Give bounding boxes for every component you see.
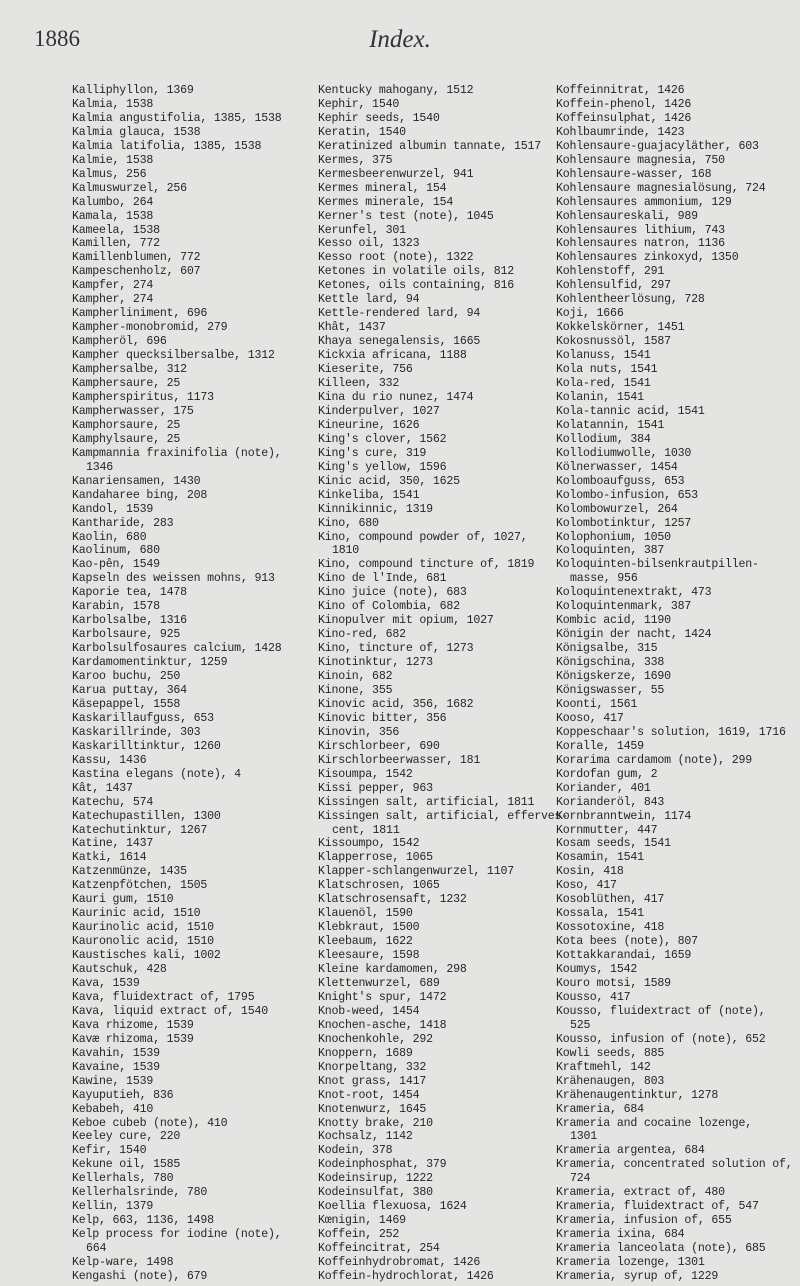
index-entry: Kandaharee bing, 208 — [72, 488, 208, 502]
index-entry: Kautschuk, 428 — [72, 963, 167, 977]
index-entry: Kavaine, 1539 — [72, 1060, 160, 1074]
index-entry: Kastina elegans (note), 4 — [72, 767, 241, 781]
index-entry: Koloquintenmark, 387 — [556, 600, 692, 614]
index-entry: Kleebaum, 1622 — [318, 935, 413, 949]
index-entry: Kaurinic acid, 1510 — [72, 907, 201, 921]
index-entry: Koloquinten, 387 — [556, 544, 665, 558]
index-entry: Kassu, 1436 — [72, 753, 147, 767]
index-entry: Kodeinsulfat, 380 — [318, 1186, 433, 1200]
index-entry: Kentucky mahogany, 1512 — [318, 84, 474, 97]
index-entry: Kardamomentinktur, 1259 — [72, 656, 228, 670]
page-title: Index. — [369, 26, 431, 53]
index-entry: Kina du rio nunez, 1474 — [318, 390, 474, 404]
index-entry: Krameria, infusion of, 655 — [556, 1214, 732, 1228]
index-entry: Koffein-hydrochlorat, 1426 — [318, 1270, 494, 1284]
index-entry: King's cure, 319 — [318, 446, 427, 460]
index-entry: Khaya senegalensis, 1665 — [318, 335, 481, 349]
index-entry: Katechu, 574 — [72, 795, 154, 809]
index-entry: Kokkelskörner, 1451 — [556, 321, 685, 335]
index-entry: Kandol, 1539 — [72, 502, 154, 516]
index-entry: Krameria, extract of, 480 — [556, 1186, 725, 1200]
index-entry: Karabin, 1578 — [72, 600, 160, 614]
index-entry: Karoo buchu, 250 — [72, 670, 181, 684]
index-entry-continuation: cent, 1811 — [332, 823, 400, 837]
index-entry: Kalumbo, 264 — [72, 195, 154, 209]
index-entry: Kampmannia fraxinifolia (note), — [72, 446, 282, 460]
index-entry: Kohlenstoff, 291 — [556, 265, 665, 279]
index-entry: Kava, fluidextract of, 1795 — [72, 990, 255, 1004]
index-entry: Kaurinolic acid, 1510 — [72, 921, 214, 935]
index-entry: Kinovic acid, 356, 1682 — [318, 697, 474, 711]
index-entry: Kleine kardamomen, 298 — [318, 963, 467, 977]
index-entry: Kampeschenholz, 607 — [72, 265, 201, 279]
index-entry: Khât, 1437 — [318, 321, 386, 335]
index-entry-continuation: 1301 — [570, 1130, 598, 1144]
index-entry: Kosin, 418 — [556, 865, 624, 879]
index-entry: Kelp-ware, 1498 — [72, 1256, 174, 1270]
index-entry: Karua puttay, 364 — [72, 683, 187, 697]
index-entry: Kermes, 375 — [318, 153, 393, 167]
index-entry: Knight's spur, 1472 — [318, 990, 447, 1004]
index-entry: Kauri gum, 1510 — [72, 893, 174, 907]
index-entry: Kinotinktur, 1273 — [318, 656, 433, 670]
index-entry: Katine, 1437 — [72, 837, 154, 851]
index-entry: Kava, 1539 — [72, 977, 140, 990]
index-entry: Kino, compound powder of, 1027, — [318, 530, 528, 544]
index-entry: Kino juice (note), 683 — [318, 586, 467, 600]
index-entry: Kampherspiritus, 1173 — [72, 390, 214, 404]
index-entry: Kermesbeerenwurzel, 941 — [318, 167, 474, 181]
index-entry: Ketones, oils containing, 816 — [318, 279, 514, 293]
index-entry: Kineurine, 1626 — [318, 418, 420, 432]
index-entry: Kohlensaureskali, 989 — [556, 209, 698, 223]
index-entry: Karbolsulfosaures calcium, 1428 — [72, 642, 282, 656]
index-entry: Kossala, 1541 — [556, 907, 644, 921]
index-entry: Klauenöl, 1590 — [318, 907, 413, 921]
index-entry: Katzenmünze, 1435 — [72, 865, 187, 879]
index-entry: Kermes mineral, 154 — [318, 181, 447, 195]
index-entry: Koloquintenextrakt, 473 — [556, 586, 712, 600]
index-entry: Kalmus, 256 — [72, 167, 147, 181]
index-entry: Kowli seeds, 885 — [556, 1046, 665, 1060]
index-entry: Kamala, 1538 — [72, 209, 154, 223]
index-entry: Kola-red, 1541 — [556, 377, 651, 391]
index-entry: Kohlensaures lithium, 743 — [556, 223, 725, 237]
index-entry: Kinderpulver, 1027 — [318, 404, 440, 418]
index-entry: Karbolsaure, 925 — [72, 628, 181, 642]
index-entry: Kesso root (note), 1322 — [318, 251, 474, 265]
index-entry: Kinovic bitter, 356 — [318, 711, 447, 725]
index-entry: Katki, 1614 — [72, 851, 147, 865]
index-entry: Katechupastillen, 1300 — [72, 809, 221, 823]
index-entry: Kinone, 355 — [318, 683, 393, 697]
index-entry: Klettenwurzel, 689 — [318, 977, 440, 990]
index-entry: Kinkeliba, 1541 — [318, 488, 420, 502]
index-entry: Kampher-monobromid, 279 — [72, 321, 228, 335]
index-entry: Koffein-phenol, 1426 — [556, 97, 692, 111]
index-entry: Kettle-rendered lard, 94 — [318, 307, 481, 321]
index-column-3 — [556, 84, 796, 1284]
index-entry: Klatschrosen, 1065 — [318, 879, 440, 893]
index-entry: Koffeincitrat, 254 — [318, 1242, 440, 1256]
index-entry: Krameria and cocaine lozenge, — [556, 1116, 752, 1130]
index-column-1 — [72, 84, 342, 1284]
index-entry: Königsalbe, 315 — [556, 642, 658, 656]
index-entry: Kousso, fluidextract of (note), — [556, 1004, 766, 1018]
index-entry-continuation: 724 — [570, 1172, 591, 1186]
index-entry: Kombic acid, 1190 — [556, 614, 671, 628]
index-entry: Kebabeh, 410 — [72, 1102, 154, 1116]
index-entry: Klapper-schlangenwurzel, 1107 — [318, 865, 514, 879]
index-entry: Kohlbaumrinde, 1423 — [556, 125, 685, 139]
index-entry: Kodeinsirup, 1222 — [318, 1172, 433, 1186]
index-entry: Kohlensaure magnesia, 750 — [556, 153, 725, 167]
index-entry: Königskerze, 1690 — [556, 670, 671, 684]
index-entry: Keratin, 1540 — [318, 125, 406, 139]
index-entry: Kelp process for iodine (note), — [72, 1228, 282, 1242]
index-entry: Kohlensaure magnesialösung, 724 — [556, 181, 766, 195]
index-column-2 — [318, 84, 588, 1284]
index-entry: Keboe cubeb (note), 410 — [72, 1116, 228, 1130]
index-entry: Kamillenblumen, 772 — [72, 251, 201, 265]
index-entry: Koellia flexuosa, 1624 — [318, 1200, 467, 1214]
index-entry: Kottakkarandai, 1659 — [556, 949, 692, 963]
index-entry: Kephir, 1540 — [318, 97, 400, 111]
index-entry: Kinic acid, 350, 1625 — [318, 474, 460, 488]
index-entry: Kœnigin, 1469 — [318, 1214, 406, 1228]
index-entry: Kalmia, 1538 — [72, 97, 154, 111]
index-entry: Karbolsalbe, 1316 — [72, 614, 187, 628]
index-entry: Kaolin, 680 — [72, 530, 147, 544]
index-entry: Knot grass, 1417 — [318, 1074, 427, 1088]
index-entry: Knotty brake, 210 — [318, 1116, 433, 1130]
index-entry: Kochsalz, 1142 — [318, 1130, 413, 1144]
index-entry: Koffeinsulphat, 1426 — [556, 111, 692, 125]
index-entry: Kavahin, 1539 — [72, 1046, 160, 1060]
index-entry: Koppeschaar's solution, 1619, 1716 — [556, 725, 786, 739]
index-entry: Klatschrosensaft, 1232 — [318, 893, 467, 907]
index-entry: Knoppern, 1689 — [318, 1046, 413, 1060]
index-entry: Kraftmehl, 142 — [556, 1060, 651, 1074]
index-entry: Kolombowurzel, 264 — [556, 502, 678, 516]
index-entry: Kousso, infusion of (note), 652 — [556, 1032, 766, 1046]
index-entry: Krähenaugentinktur, 1278 — [556, 1088, 719, 1102]
index-entry: Kino de l'Inde, 681 — [318, 572, 447, 586]
page-header — [0, 26, 800, 56]
index-entry: Kerner's test (note), 1045 — [318, 209, 494, 223]
index-entry: Kouro motsi, 1589 — [556, 977, 671, 990]
index-entry: Kisoumpa, 1542 — [318, 767, 413, 781]
index-entry: Kekune oil, 1585 — [72, 1158, 181, 1172]
index-entry: Kosamin, 1541 — [556, 851, 644, 865]
index-entry: Kolatannin, 1541 — [556, 418, 665, 432]
index-entry: Königin der nacht, 1424 — [556, 628, 712, 642]
index-entry: Kava rhizome, 1539 — [72, 1018, 194, 1032]
index-entry: Königschina, 338 — [556, 656, 665, 670]
index-entry: Kino, tincture of, 1273 — [318, 642, 474, 656]
index-entry: Kampfer, 274 — [72, 279, 154, 293]
index-entry: King's yellow, 1596 — [318, 460, 447, 474]
index-entry: Kât, 1437 — [72, 781, 133, 795]
index-entry: Kolanin, 1541 — [556, 390, 644, 404]
index-entry: Kaskarillaufguss, 653 — [72, 711, 214, 725]
index-entry: Kermes minerale, 154 — [318, 195, 454, 209]
index-entry: Kissi pepper, 963 — [318, 781, 433, 795]
index-entry: Knorpeltang, 332 — [318, 1060, 427, 1074]
index-entry: Knotenwurz, 1645 — [318, 1102, 427, 1116]
index-entry: Kampher, 274 — [72, 293, 154, 307]
index-entry: Koonti, 1561 — [556, 697, 638, 711]
index-entry: Kolophonium, 1050 — [556, 530, 671, 544]
index-entry: Kolombo-infusion, 653 — [556, 488, 698, 502]
index-entry: Kinnikinnic, 1319 — [318, 502, 433, 516]
index-entry: Kollodiumwolle, 1030 — [556, 446, 692, 460]
index-entry: Kapseln des weissen mohns, 913 — [72, 572, 275, 586]
index-entry: Kosoblüthen, 417 — [556, 893, 665, 907]
index-entry: Kohlensaure-guajacyläther, 603 — [556, 139, 759, 153]
index-entry: Kissingen salt, artificial, efferves- — [318, 809, 569, 823]
index-entry: Kellin, 1379 — [72, 1200, 154, 1214]
index-entry: Kettle lard, 94 — [318, 293, 420, 307]
index-entry: Kamillen, 772 — [72, 237, 160, 251]
index-entry: Kodeinphosphat, 379 — [318, 1158, 447, 1172]
page-number: 1886 — [34, 26, 80, 51]
index-entry: Krameria lozenge, 1301 — [556, 1256, 705, 1270]
index-entry: Kaolinum, 680 — [72, 544, 160, 558]
index-entry: Kinoin, 682 — [318, 670, 393, 684]
index-entry: Kampher quecksilbersalbe, 1312 — [72, 349, 275, 363]
index-entry: Koumys, 1542 — [556, 963, 638, 977]
index-entry: Kokosnussöl, 1587 — [556, 335, 671, 349]
index-entry: Kalmia angustifolia, 1385, 1538 — [72, 111, 282, 125]
index-entry: Krameria lanceolata (note), 685 — [556, 1242, 766, 1256]
index-entry: Kamphylsaure, 25 — [72, 432, 181, 446]
index-entry: Kornmutter, 447 — [556, 823, 658, 837]
index-entry: Kollodium, 384 — [556, 432, 651, 446]
index-entry: Kohlensaure-wasser, 168 — [556, 167, 712, 181]
index-entry: Kossotoxine, 418 — [556, 921, 665, 935]
index-entry: Koriander, 401 — [556, 781, 651, 795]
index-entry: Krameria, fluidextract of, 547 — [556, 1200, 759, 1214]
index-entry: Königswasser, 55 — [556, 683, 665, 697]
index-entry: Kohlensaures natron, 1136 — [556, 237, 725, 251]
index-entry: Knob-weed, 1454 — [318, 1004, 420, 1018]
index-entry: Katechutinktur, 1267 — [72, 823, 208, 837]
index-entry-continuation: 1346 — [86, 460, 114, 474]
index-entry: Kauronolic acid, 1510 — [72, 935, 214, 949]
index-entry: Korarima cardamom (note), 299 — [556, 753, 752, 767]
index-entry: Kohlensulfid, 297 — [556, 279, 671, 293]
index-entry: Kolomboaufguss, 653 — [556, 474, 685, 488]
index-entry: Kamphorsaure, 25 — [72, 418, 181, 432]
index-entry: Kosam seeds, 1541 — [556, 837, 671, 851]
index-entry: Kaporie tea, 1478 — [72, 586, 187, 600]
index-entry: Kohlensaures ammonium, 129 — [556, 195, 732, 209]
index-entry: Kola-tannic acid, 1541 — [556, 404, 705, 418]
index-entry: Kellerhals, 780 — [72, 1172, 174, 1186]
index-entry: Kalmia latifolia, 1385, 1538 — [72, 139, 262, 153]
index-entry: Kantharide, 283 — [72, 516, 174, 530]
index-entry: Kaskarillrinde, 303 — [72, 725, 201, 739]
index-entry: Kornbranntwein, 1174 — [556, 809, 692, 823]
index-entry: Knot-root, 1454 — [318, 1088, 420, 1102]
index-entry: Koffeinhydrobromat, 1426 — [318, 1256, 481, 1270]
index-entry: Kesso oil, 1323 — [318, 237, 420, 251]
index-entry: Kengashi (note), 679 — [72, 1270, 208, 1284]
index-entry: Kaskarilltinktur, 1260 — [72, 739, 221, 753]
index-entry: Kota bees (note), 807 — [556, 935, 698, 949]
index-entry: Kamphersalbe, 312 — [72, 363, 187, 377]
index-entry: Krameria, 684 — [556, 1102, 644, 1116]
index-entry: Kino-red, 682 — [318, 628, 406, 642]
index-entry: Kellerhalsrinde, 780 — [72, 1186, 208, 1200]
index-entry: Koso, 417 — [556, 879, 617, 893]
index-entry: Kavæ rhizoma, 1539 — [72, 1032, 194, 1046]
index-entry: Kleesaure, 1598 — [318, 949, 420, 963]
index-entry: Kelp, 663, 1136, 1498 — [72, 1214, 214, 1228]
index-entry: Kaustisches kali, 1002 — [72, 949, 221, 963]
index-entry: Kohlensaures zinkoxyd, 1350 — [556, 251, 739, 265]
index-entry: Koffein, 252 — [318, 1228, 400, 1242]
index-entry: Krameria argentea, 684 — [556, 1144, 705, 1158]
index-entry: Kanariensamen, 1430 — [72, 474, 201, 488]
index-entry: Klapperrose, 1065 — [318, 851, 433, 865]
index-entry-continuation: 1810 — [332, 544, 360, 558]
index-entry: Klebkraut, 1500 — [318, 921, 420, 935]
index-entry: Kooso, 417 — [556, 711, 624, 725]
index-entry: Keratinized albumin tannate, 1517 — [318, 139, 541, 153]
index-entry: Kefir, 1540 — [72, 1144, 147, 1158]
index-entry: Kinovin, 356 — [318, 725, 400, 739]
index-entry: Kickxia africana, 1188 — [318, 349, 467, 363]
index-entry: Kohlentheerlösung, 728 — [556, 293, 705, 307]
index-entry: Kalliphyllon, 1369 — [72, 84, 194, 97]
index-entry: Kölnerwasser, 1454 — [556, 460, 678, 474]
index-entry-continuation: masse, 956 — [570, 572, 638, 586]
index-entry: Kalmie, 1538 — [72, 153, 154, 167]
index-entry: Kordofan gum, 2 — [556, 767, 658, 781]
index-entry: Kampherliniment, 696 — [72, 307, 208, 321]
index-entry: Krähenaugen, 803 — [556, 1074, 665, 1088]
index-entry: Kola nuts, 1541 — [556, 363, 658, 377]
index-entry: Kava, liquid extract of, 1540 — [72, 1004, 268, 1018]
index-entry: Kissingen salt, artificial, 1811 — [318, 795, 535, 809]
index-entry: Koralle, 1459 — [556, 739, 644, 753]
index-entry: Katzenpfötchen, 1505 — [72, 879, 208, 893]
index-entry: King's clover, 1562 — [318, 432, 447, 446]
index-entry: Kino, 680 — [318, 516, 379, 530]
index-entry: Kissoumpo, 1542 — [318, 837, 420, 851]
index-entry: Kao-pên, 1549 — [72, 558, 160, 572]
index-entry: Koffeinnitrat, 1426 — [556, 84, 685, 97]
index-entry: Kampheröl, 696 — [72, 335, 167, 349]
index-entry: Kirschlorbeerwasser, 181 — [318, 753, 481, 767]
index-entry: Killeen, 332 — [318, 377, 400, 391]
index-entry: Korianderöl, 843 — [556, 795, 665, 809]
index-entry-continuation: 525 — [570, 1018, 591, 1032]
index-entry: Koloquinten-bilsenkrautpillen- — [556, 558, 759, 572]
index-entry: Ketones in volatile oils, 812 — [318, 265, 514, 279]
index-entry: Kino of Colombia, 682 — [318, 600, 460, 614]
index-entry: Knochen-asche, 1418 — [318, 1018, 447, 1032]
index-entry: Kawine, 1539 — [72, 1074, 154, 1088]
index-entry: Kolombotinktur, 1257 — [556, 516, 692, 530]
index-entry: Koji, 1666 — [556, 307, 624, 321]
index-entry: Kolanuss, 1541 — [556, 349, 651, 363]
index-entry: Knochenkohle, 292 — [318, 1032, 433, 1046]
index-entry: Krameria, concentrated solution of, — [556, 1158, 793, 1172]
index-entry: Kayuputieh, 836 — [72, 1088, 174, 1102]
index-entry: Keeley cure, 220 — [72, 1130, 181, 1144]
index-entry: Käsepappel, 1558 — [72, 697, 181, 711]
index-entry: Kerunfel, 301 — [318, 223, 406, 237]
index-entry: Kephir seeds, 1540 — [318, 111, 440, 125]
index-entry: Kinopulver mit opium, 1027 — [318, 614, 494, 628]
index-entry-continuation: 664 — [86, 1242, 107, 1256]
index-entry: Kampherwasser, 175 — [72, 404, 194, 418]
index-entry: Kirschlorbeer, 690 — [318, 739, 440, 753]
index-entry: Krameria ixina, 684 — [556, 1228, 685, 1242]
index-entry: Kalmia glauca, 1538 — [72, 125, 201, 139]
index-entry: Kousso, 417 — [556, 990, 631, 1004]
index-entry: Kieserite, 756 — [318, 363, 413, 377]
index-entry: Kamphersaure, 25 — [72, 377, 181, 391]
index-entry: Krameria, syrup of, 1229 — [556, 1270, 719, 1284]
index-entry: Kino, compound tincture of, 1819 — [318, 558, 535, 572]
index-entry: Kalmuswurzel, 256 — [72, 181, 187, 195]
index-entry: Kameela, 1538 — [72, 223, 160, 237]
index-entry: Kodein, 378 — [318, 1144, 393, 1158]
